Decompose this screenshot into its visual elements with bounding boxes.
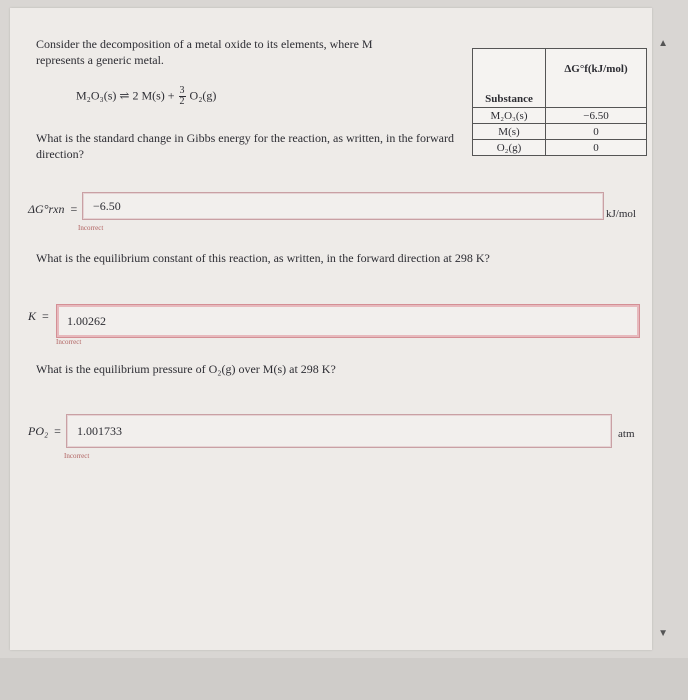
delta-g-feedback: Incorrect bbox=[78, 224, 104, 232]
delta-g-label: ΔG°rxn = bbox=[28, 202, 78, 216]
bottom-background bbox=[0, 658, 688, 700]
header-substance: Substance bbox=[473, 49, 546, 108]
reaction-equation bbox=[76, 86, 216, 107]
table-cell: O₂(g) bbox=[473, 140, 546, 156]
po2-label: PO₂ = bbox=[28, 424, 61, 438]
table-header bbox=[473, 49, 647, 108]
delta-g-unit: kJ/mol bbox=[606, 208, 636, 220]
k-input[interactable]: 1.00262 bbox=[56, 304, 640, 338]
po2-unit: atm bbox=[618, 428, 635, 440]
k-feedback: Incorrect bbox=[56, 338, 82, 346]
question-page bbox=[10, 8, 652, 650]
table-row bbox=[473, 140, 647, 156]
scroll-down-icon[interactable]: ▼ bbox=[658, 628, 668, 639]
reactant: M₂O₃(s) bbox=[76, 88, 117, 103]
scroll-up-icon[interactable]: ▲ bbox=[658, 38, 668, 49]
table-cell: −6.50 bbox=[546, 108, 647, 124]
po2-feedback: Incorrect bbox=[64, 452, 90, 460]
gibbs-energy-table bbox=[472, 48, 647, 156]
table-row bbox=[473, 124, 647, 140]
equilibrium-arrow-icon: ⇌ bbox=[119, 88, 130, 103]
problem-intro: Consider the decomposition of a metal oxide to its elements, where M represents a generic metal. bbox=[36, 37, 373, 67]
header-delta-g: ΔG°f(kJ/mol) bbox=[546, 49, 647, 108]
question-3-text: What is the equilibrium pressure of O₂(g) over M(s) at 298 K? bbox=[36, 362, 336, 376]
table-cell: 0 bbox=[546, 124, 647, 140]
po2-input[interactable]: 1.001733 bbox=[66, 414, 612, 448]
delta-g-input[interactable]: −6.50 bbox=[82, 192, 604, 220]
table-cell: M₂O₃(s) bbox=[473, 108, 546, 124]
k-label: K = bbox=[28, 309, 49, 323]
question-1-text: What is the standard change in Gibbs energy for the reaction, as written, in the forward direction? bbox=[36, 131, 454, 161]
question-2-text: What is the equilibrium constant of this reaction, as written, in the forward direction at 298 K? bbox=[36, 251, 490, 265]
table-cell: M(s) bbox=[473, 124, 546, 140]
table-row bbox=[473, 108, 647, 124]
product-metal: 2 M(s) + bbox=[132, 88, 175, 103]
table-cell: 0 bbox=[546, 140, 647, 156]
product-oxygen: O₂(g) bbox=[189, 88, 217, 103]
stoichiometric-fraction: $\frac{3}{2}$ bbox=[179, 85, 185, 107]
